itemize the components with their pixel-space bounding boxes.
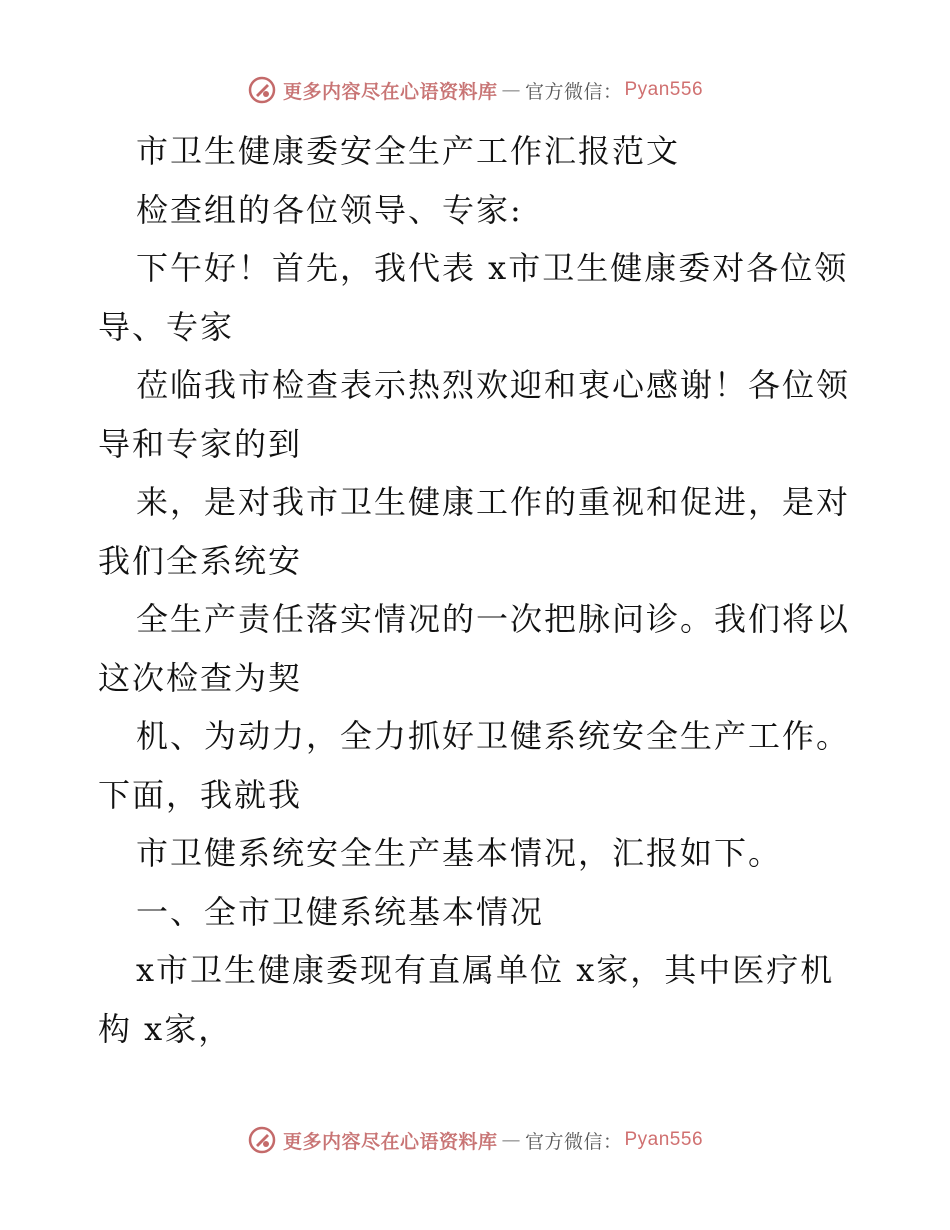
paragraph: 机、为动力，全力抓好卫健系统安全生产工作。下面，我就我	[98, 717, 851, 814]
paragraph: 来，是对我市卫生健康工作的重视和促进，是对我们全系统安	[98, 483, 851, 580]
header-watermark-banner	[0, 70, 950, 110]
document-body	[98, 122, 858, 1058]
brand-logo-icon	[247, 1125, 277, 1155]
document-title: 市卫生健康委安全生产工作汇报范文	[136, 132, 681, 170]
salutation: 检查组的各位领导、专家:	[136, 190, 523, 229]
footer-wechat-label: 官方微信：	[524, 1130, 623, 1153]
brand-logo-icon	[247, 75, 277, 105]
paragraph: 下午好！首先，我代表 x市卫生健康委对各位领导、专家	[98, 249, 849, 346]
header-separator: —	[501, 79, 521, 101]
footer-watermark-banner	[0, 1120, 950, 1160]
footer-wechat-id: Pyan556	[624, 1129, 704, 1150]
paragraph: 市卫健系统安全生产基本情况，汇报如下。	[136, 834, 783, 872]
footer-separator: —	[501, 1129, 521, 1151]
header-site-text: 更多内容尽在心语资料库	[282, 80, 498, 103]
header-wechat-label: 官方微信：	[524, 80, 623, 103]
footer-site-text: 更多内容尽在心语资料库	[282, 1130, 498, 1153]
paragraph: x市卫生健康委现有直属单位 x家，其中医疗机构 x家，	[98, 951, 835, 1048]
paragraph: 莅临我市检查表示热烈欢迎和衷心感谢！各位领导和专家的到	[98, 366, 851, 463]
header-wechat-id: Pyan556	[624, 79, 704, 100]
section-heading: 一、全市卫健系统基本情况	[136, 892, 545, 931]
paragraph: 全生产责任落实情况的一次把脉问诊。我们将以这次检查为契	[98, 600, 851, 697]
